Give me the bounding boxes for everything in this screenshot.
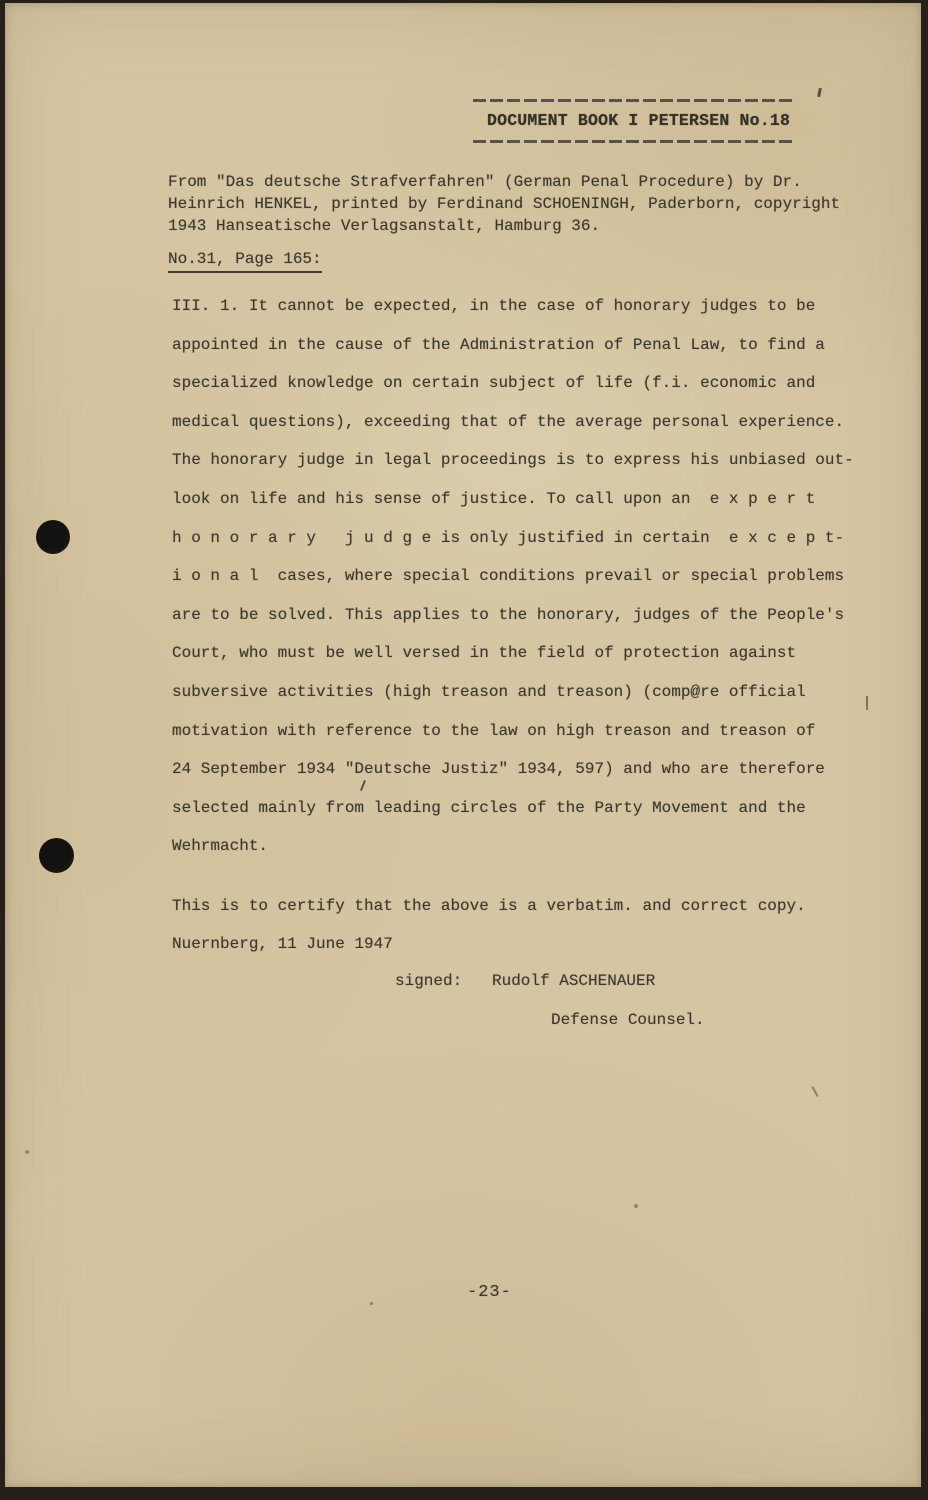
source-line: From "Das deutsche Strafverfahren" (German Penal Procedure) by Dr.	[168, 173, 802, 191]
body-line: motivation with reference to the law on high treason and treason of	[172, 721, 816, 740]
body-line: i o n a l cases, where special conditions prevail or special problems	[172, 567, 845, 586]
body-line: subversive activities (high treason and treason) (comp@re official	[172, 682, 806, 701]
body-line: Court, who must be well versed in the field of protection against	[172, 644, 797, 663]
source-line: Heinrich HENKEL, printed by Ferdinand SCHOENINGH, Paderborn, copyright	[168, 195, 841, 214]
paper-speck	[817, 88, 822, 97]
signature-title: Defense Counsel.	[551, 1011, 705, 1029]
paper-speck	[25, 1150, 29, 1154]
body-line: selected mainly from leading circles of the Party Movement and the	[172, 798, 806, 817]
section-heading-row	[168, 250, 322, 273]
stamp-title: DOCUMENT BOOK I PETERSEN No.18	[487, 111, 791, 130]
stamp-dash-bottom	[473, 140, 793, 143]
paper-speck	[370, 1302, 373, 1305]
source-paragraph	[168, 171, 840, 238]
body-line: are to be solved. This applies to the honorary, judges of the People's	[172, 605, 845, 624]
signed-label: signed:	[395, 972, 463, 990]
document-stamp	[473, 99, 793, 143]
paper-speck	[812, 1086, 819, 1097]
source-line: 1943 Hanseatische Verlagsanstalt, Hamburg 36.	[168, 217, 601, 236]
page-number: -23-	[467, 1283, 512, 1302]
paper-speck	[866, 696, 868, 710]
certification-place-date: Nuernberg, 11 June 1947	[172, 935, 393, 953]
body-paragraph	[172, 287, 854, 866]
certification-statement: This is to certify that the above is a verbatim. and correct copy.	[172, 897, 806, 915]
body-line: look on life and his sense of justice. To call upon an e x p e r t	[172, 489, 816, 508]
document-page	[5, 3, 921, 1487]
body-line: h o n o r a r y j u d g e is only justified in certain e x c e p t-	[172, 528, 845, 547]
body-line: specialized knowledge on certain subject of life (f.i. economic and	[172, 374, 816, 393]
body-line: III. 1. It cannot be expected, in the case of honorary judges to be	[172, 297, 816, 315]
body-line: medical questions), exceeding that of the average personal experience.	[172, 412, 845, 431]
body-line: 24 September 1934 "Deutsche Justiz" 1934, 597) and who are therefore	[172, 760, 825, 779]
punch-hole-top	[36, 520, 70, 554]
body-line: Wehrmacht.	[172, 837, 269, 856]
signature-name: Rudolf ASCHENAUER	[492, 972, 656, 990]
paper-speck	[634, 1204, 638, 1208]
body-line: The honorary judge in legal proceedings is to express his unbiased out-	[172, 451, 854, 470]
section-heading: No.31, Page 165:	[168, 250, 322, 273]
body-line: appointed in the cause of the Administration of Penal Law, to find a	[172, 335, 825, 354]
punch-hole-bottom	[39, 838, 74, 873]
stamp-dash-top	[473, 99, 793, 102]
